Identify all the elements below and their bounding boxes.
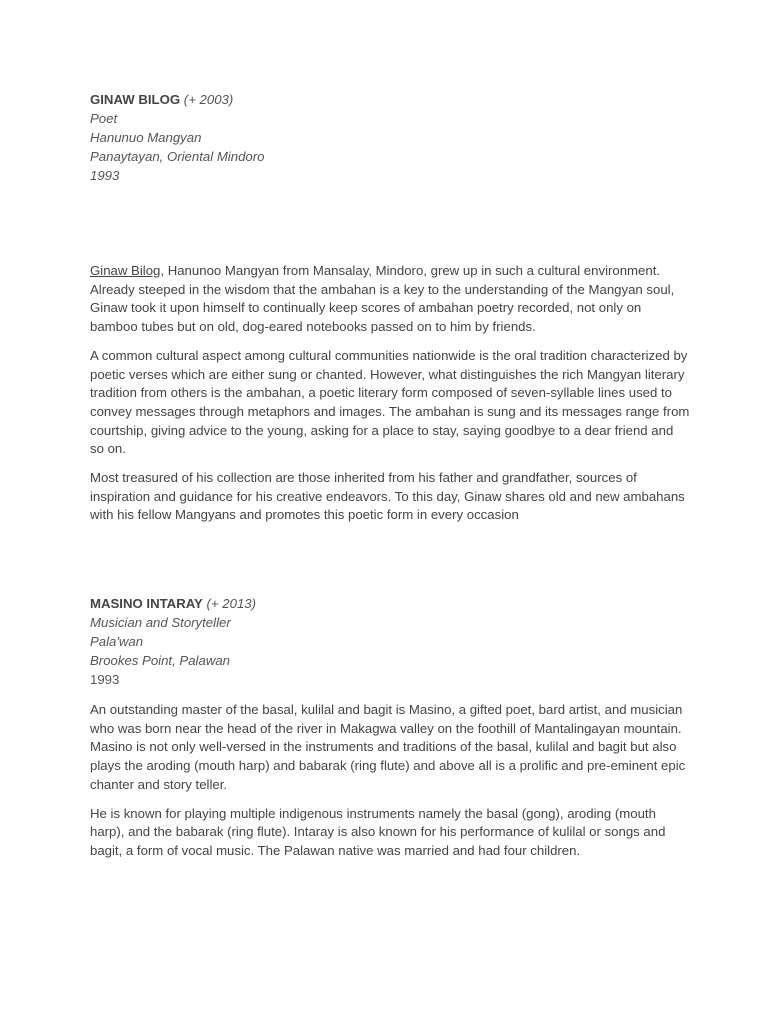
artist-place: Brookes Point, Palawan	[90, 653, 231, 668]
artist-role: Poet	[90, 111, 118, 126]
artist-group: Pala'wan	[90, 634, 144, 649]
artist-place: Panaytayan, Oriental Mindoro	[90, 149, 265, 164]
entry-bio-masino-intaray	[90, 701, 690, 871]
artist-role: Musician and Storyteller	[90, 615, 231, 630]
bio-paragraph: An outstanding master of the basal, kulilal and bagit is Masino, a gifted poet, bard artist, and musician who was born near the head of the river in Makagwa valley on the foothill of Mantalingayan mountain. Masino is not only well-versed in the instruments and traditions of the basal, kulilal and bagit but also plays the aroding (mouth harp) and babarak (ring flute) and above all is a prolific and pre-eminent epic chanter and story teller.	[90, 702, 686, 792]
bio-paragraph: Most treasured of his collection are those inherited from his father and grandfather, sources of inspiration and guidance for his creative endeavors. To this day, Ginaw shares old and new ambahans with his fellow Mangyans and promotes this poetic form in every occasion	[90, 470, 685, 523]
entry-header-masino-intaray	[90, 594, 690, 689]
entry-bio-ginaw-bilog	[90, 262, 690, 535]
award-year: 1993	[90, 168, 120, 183]
artist-name-link[interactable]: Ginaw Bilog	[90, 263, 161, 278]
artist-name: GINAW BILOG	[90, 92, 181, 107]
entry-header-ginaw-bilog	[90, 90, 690, 185]
award-year: 1993	[90, 672, 120, 687]
death-year: (+ 2003)	[183, 92, 234, 107]
bio-paragraph	[90, 262, 690, 337]
death-year: (+ 2013)	[206, 596, 257, 611]
artist-group: Hanunuo Mangyan	[90, 130, 202, 145]
entry-title-line	[90, 90, 690, 109]
bio-paragraph: He is known for playing multiple indigenous instruments namely the basal (gong), aroding (mouth harp), and the babarak (ring flute). Intaray is also known for his performance of kulilal or songs and bagit, a form of vocal music. The Palawan native was married and had four children.	[90, 805, 666, 858]
bio-paragraph-text: , Hanunoo Mangyan from Mansalay, Mindoro, grew up in such a cultural environment. Already steeped in the wisdom that the ambahan is a key to the understanding of the Mangyan soul, Ginaw took it upon himself to continually keep scores of ambahan poetry recorded, not only on bamboo tubes but on old, dog-eared notebooks passed on to him by friends.	[90, 263, 675, 335]
artist-name: MASINO INTARAY	[90, 596, 203, 611]
bio-paragraph: A common cultural aspect among cultural communities nationwide is the oral tradition characterized by poetic verses which are either sung or chanted. However, what distinguishes the rich Mangyan literary tradition from others is the ambahan, a poetic literary form composed of seven-syllable lines used to convey messages through metaphors and images. The ambahan is sung and its messages range from courtship, giving advice to the young, asking for a place to stay, saying goodbye to a dear friend and so on.	[90, 347, 690, 457]
entry-title-line	[90, 594, 690, 613]
